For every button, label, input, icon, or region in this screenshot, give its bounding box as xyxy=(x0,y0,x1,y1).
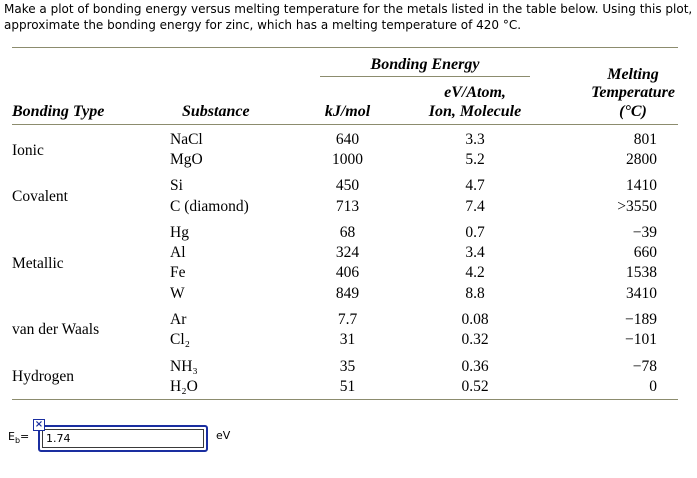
question-text xyxy=(4,1,697,33)
answer-label-sub: b xyxy=(14,436,21,446)
substance-cell: Al xyxy=(170,244,186,261)
answer-label-main: E xyxy=(8,430,15,443)
substance-cell: Hg xyxy=(170,224,189,241)
table-bottom-rule xyxy=(12,399,678,400)
substance-cell: NaCl xyxy=(170,131,203,148)
answer-label-eq: = xyxy=(20,430,30,443)
kj-cell: 51 xyxy=(339,378,356,395)
bonding-type-metallic: Metallic xyxy=(12,255,64,272)
ev-cell: 0.52 xyxy=(461,378,489,395)
header-bottom-rule xyxy=(12,124,678,125)
answer-field-frame xyxy=(38,425,208,452)
header-ev-line-2: Ion, Molecule xyxy=(428,103,522,120)
answer-unit: eV xyxy=(216,429,231,442)
bonding-type-van-der-waals: van der Waals xyxy=(12,321,100,338)
kj-cell: 324 xyxy=(335,244,360,261)
kj-cell: 1000 xyxy=(332,151,363,168)
melt-cell: 0 xyxy=(649,378,657,395)
melt-cell: 1538 xyxy=(626,264,657,281)
ev-cell: 0.36 xyxy=(461,358,489,375)
kj-cell: 849 xyxy=(335,285,360,302)
incorrect-mark-icon: × xyxy=(34,419,44,430)
answer-input[interactable] xyxy=(42,429,204,448)
melt-cell: 801 xyxy=(633,131,657,148)
ev-cell: 0.08 xyxy=(461,311,489,328)
question-line-1: Make a plot of bonding energy versus melting temperature for the metals listed in the table below. Using this plot, xyxy=(4,2,693,16)
substance-cell: C (diamond) xyxy=(170,198,249,215)
header-melt-line-3: (°C) xyxy=(619,103,647,120)
ev-cell: 0.7 xyxy=(465,224,485,241)
ev-cell: 4.7 xyxy=(465,177,485,194)
header-bonding-energy: Bonding Energy xyxy=(370,56,480,73)
kj-cell: 35 xyxy=(339,358,356,375)
ev-cell: 3.4 xyxy=(465,244,485,261)
kj-cell: 7.7 xyxy=(337,311,358,328)
substance-cell: Cl₂ xyxy=(170,331,191,348)
header-melt-line-2: Temperature xyxy=(591,84,675,101)
substance-cell: MgO xyxy=(170,151,203,168)
bonding-type-ionic: Ionic xyxy=(12,142,44,159)
bonding-type-hydrogen: Hydrogen xyxy=(12,368,74,385)
kj-cell: 31 xyxy=(339,331,356,348)
header-substance: Substance xyxy=(182,103,250,120)
kj-cell: 713 xyxy=(335,198,360,215)
ev-cell: 4.2 xyxy=(465,264,485,281)
melt-cell: >3550 xyxy=(617,198,657,215)
ev-cell: 7.4 xyxy=(465,198,485,215)
melt-cell: 3410 xyxy=(626,285,657,302)
kj-cell: 640 xyxy=(335,131,360,148)
kj-cell: 406 xyxy=(335,264,360,281)
substance-cell: W xyxy=(170,285,185,302)
melt-cell: −39 xyxy=(632,224,657,241)
ev-cell: 3.3 xyxy=(465,131,485,148)
header-kj-mol: kJ/mol xyxy=(324,103,371,120)
ev-cell: 0.32 xyxy=(461,331,489,348)
header-melt-line-1: Melting xyxy=(607,66,659,83)
melt-cell: 660 xyxy=(633,244,657,261)
melt-cell: −78 xyxy=(632,358,657,375)
ev-cell: 5.2 xyxy=(465,151,485,168)
kj-cell: 68 xyxy=(339,224,356,241)
question-line-2: approximate the bonding energy for zinc, which has a melting temperature of 420 °C. xyxy=(4,18,522,32)
melt-cell: −101 xyxy=(625,331,657,348)
melt-cell: 1410 xyxy=(626,177,657,194)
melt-cell: 2800 xyxy=(626,151,657,168)
bonding-type-covalent: Covalent xyxy=(12,188,68,205)
answer-label xyxy=(8,430,29,445)
substance-cell: Si xyxy=(170,177,183,194)
substance-cell: Fe xyxy=(170,264,186,281)
substance-cell: NH₃ xyxy=(170,358,198,375)
header-ev-line-1: eV/Atom, xyxy=(444,84,506,101)
substance-cell: Ar xyxy=(170,311,187,328)
table-top-rule xyxy=(12,47,678,48)
header-bonding-type: Bonding Type xyxy=(12,103,105,120)
ev-cell: 8.8 xyxy=(465,285,485,302)
substance-cell: H₂O xyxy=(170,378,198,395)
melt-cell: −189 xyxy=(625,311,657,328)
kj-cell: 450 xyxy=(335,177,360,194)
bonding-energy-rule xyxy=(320,76,530,77)
